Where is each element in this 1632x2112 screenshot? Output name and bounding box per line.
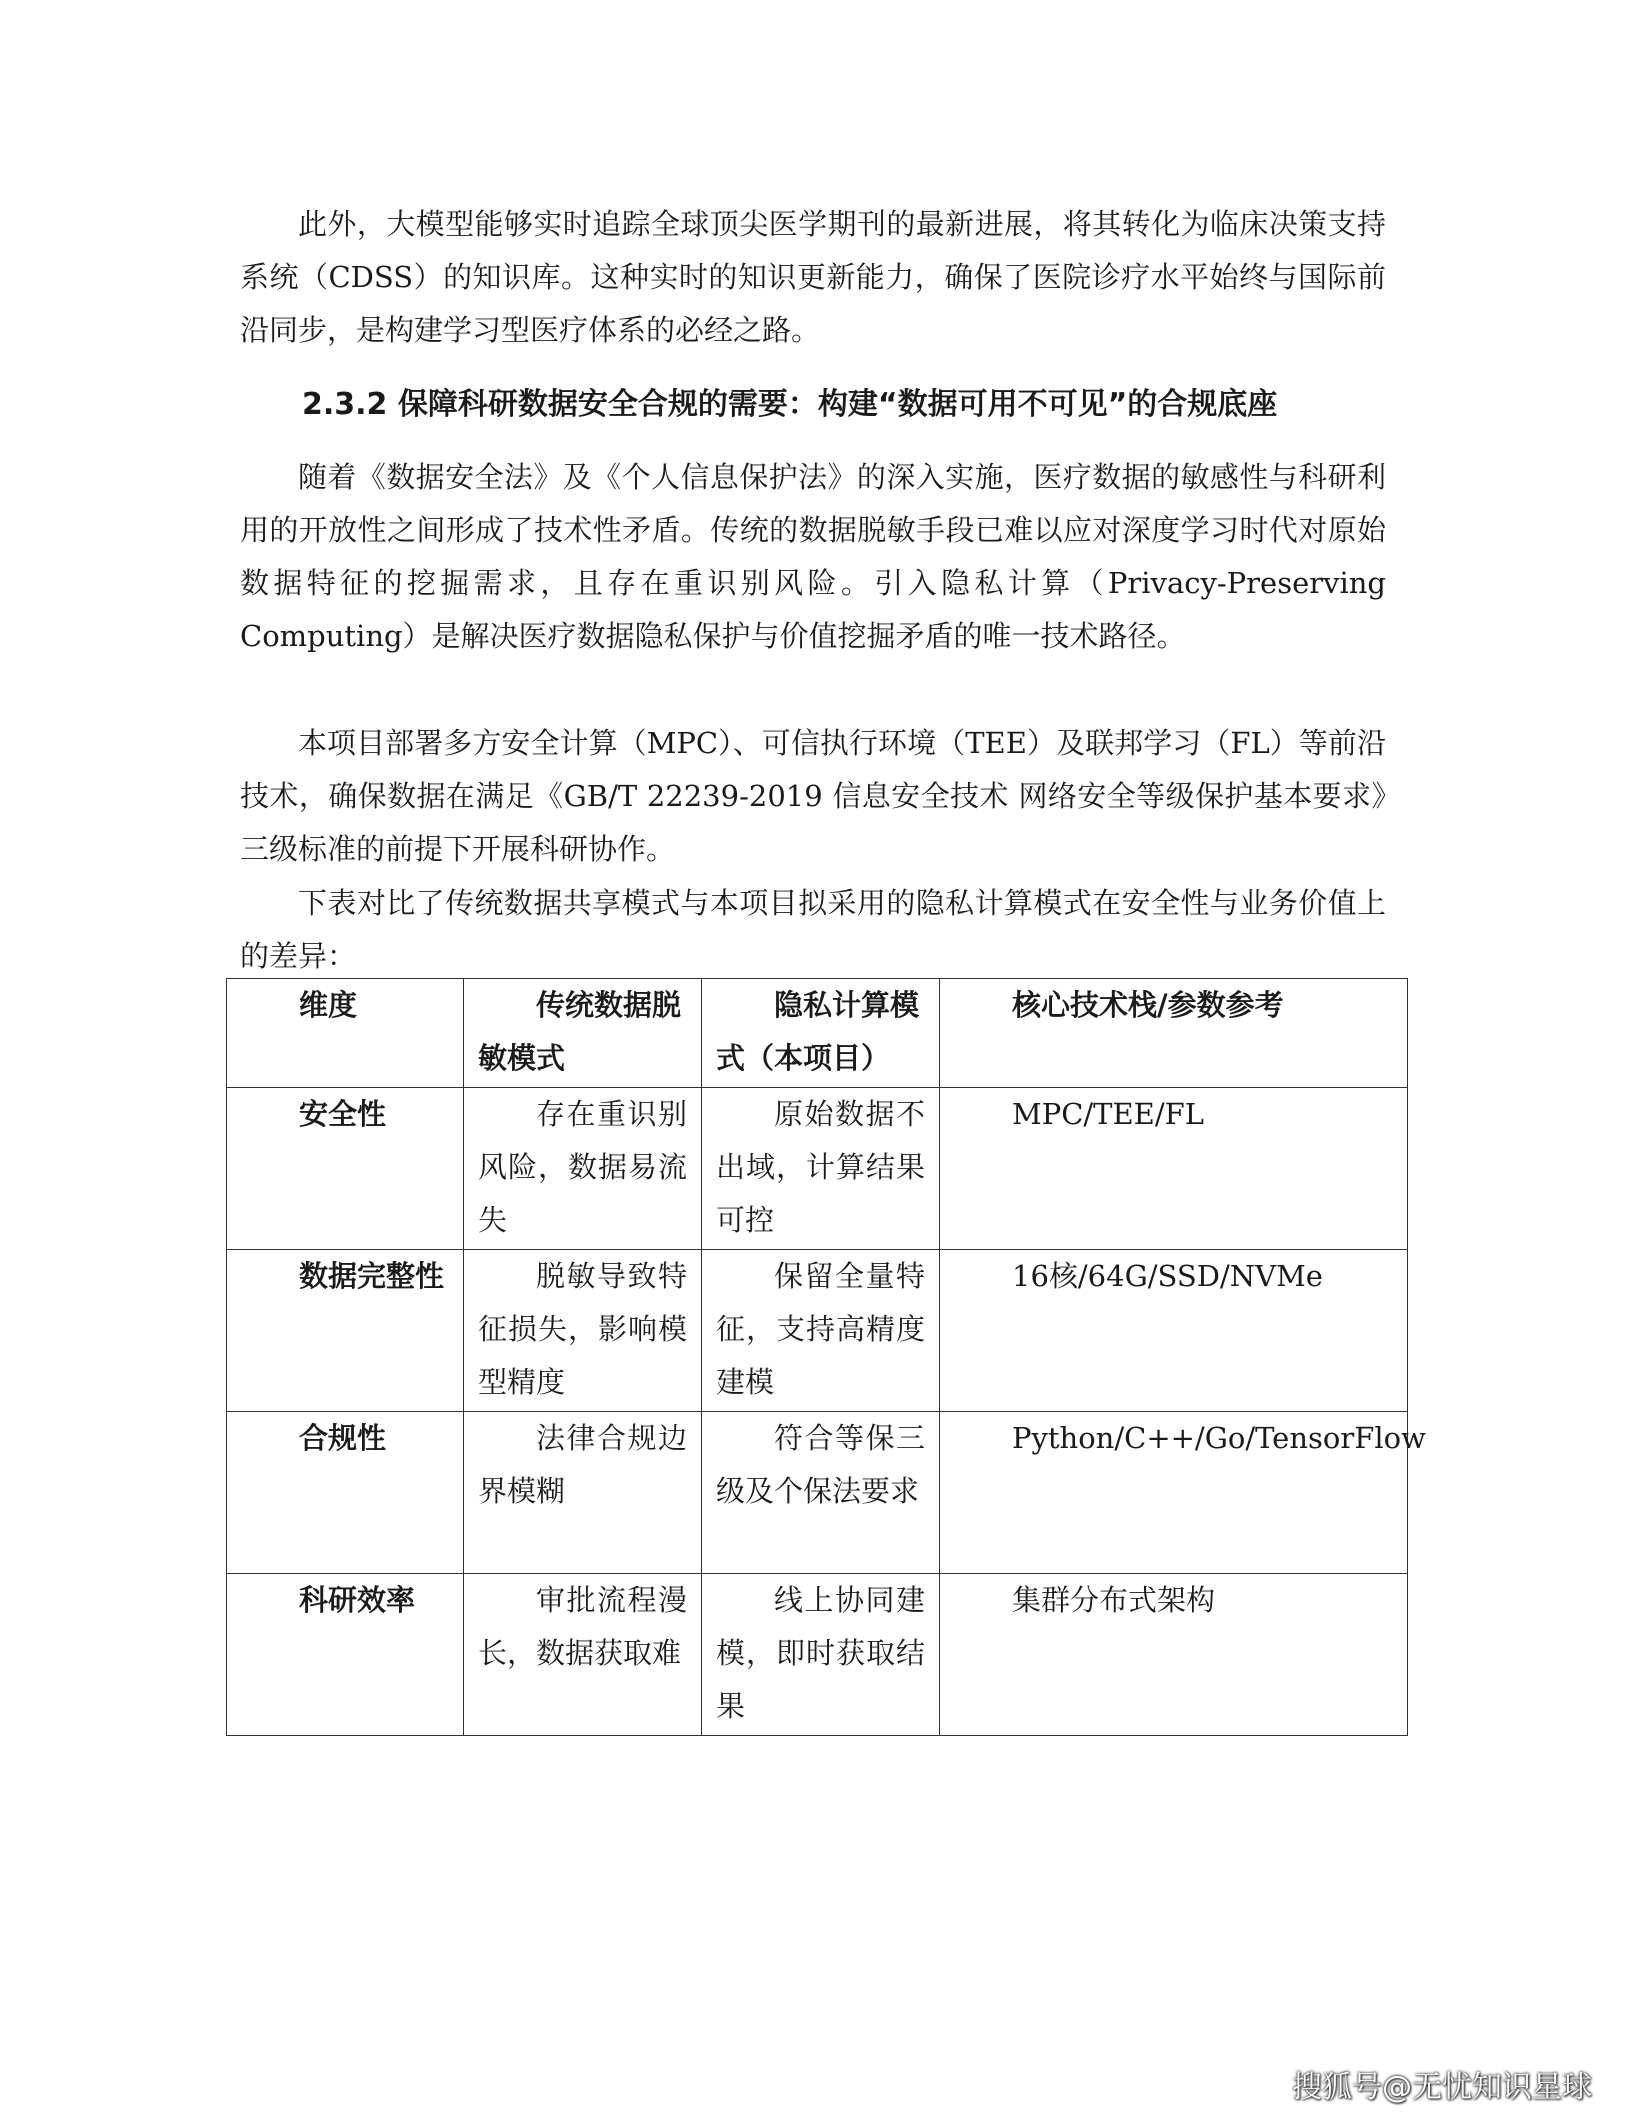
header-privacy: 隐私计算模式（本项目） bbox=[702, 979, 940, 1088]
header-tech: 核心技术栈/参数参考 bbox=[940, 979, 1408, 1088]
header-traditional: 传统数据脱敏模式 bbox=[464, 979, 702, 1088]
cell-tech: 16核/64G/SSD/NVMe bbox=[940, 1250, 1408, 1412]
table-row bbox=[227, 1412, 1408, 1574]
section-heading-2-3-2: 2.3.2 保障科研数据安全合规的需要：构建“数据可用不可见”的合规底座 bbox=[302, 387, 1278, 422]
header-dimension: 维度 bbox=[227, 979, 464, 1088]
table-header-row bbox=[227, 979, 1408, 1088]
cell-tech: Python/C++/Go/TensorFlow bbox=[940, 1412, 1408, 1574]
cell-dimension: 合规性 bbox=[227, 1412, 464, 1574]
cell-dimension: 安全性 bbox=[227, 1088, 464, 1250]
table-row bbox=[227, 1088, 1408, 1250]
cell-privacy: 线上协同建模，即时获取结果 bbox=[702, 1574, 940, 1736]
cell-privacy: 原始数据不出域，计算结果可控 bbox=[702, 1088, 940, 1250]
paragraph-privacy-computing: 随着《数据安全法》及《个人信息保护法》的深入实施，医疗数据的敏感性与科研利用的开放性之间形成了技术性矛盾。传统的数据脱敏手段已难以应对深度学习时代对原始数据特征的挖掘需求，且存在重识别风险。引入隐私计算（Privacy-Preserving Computing）是解决医疗数据隐私保护与价值挖掘矛盾的唯一技术路径。 bbox=[240, 460, 1386, 653]
comparison-table bbox=[226, 978, 1426, 1736]
table-row bbox=[227, 1574, 1408, 1736]
cell-dimension: 数据完整性 bbox=[227, 1250, 464, 1412]
cell-traditional: 脱敏导致特征损失，影响模型精度 bbox=[464, 1250, 702, 1412]
cell-privacy: 符合等保三级及个保法要求 bbox=[702, 1412, 940, 1574]
cell-tech: 集群分布式架构 bbox=[940, 1574, 1408, 1736]
cell-dimension: 科研效率 bbox=[227, 1574, 464, 1736]
paragraph-cdss: 此外，大模型能够实时追踪全球顶尖医学期刊的最新进展，将其转化为临床决策支持系统（CDSS）的知识库。这种实时的知识更新能力，确保了医院诊疗水平始终与国际前沿同步，是构建学习型医疗体系的必经之路。 bbox=[240, 207, 1386, 347]
cell-traditional: 存在重识别风险，数据易流失 bbox=[464, 1088, 702, 1250]
paragraph-project-deployment: 本项目部署多方安全计算（MPC）、可信执行环境（TEE）及联邦学习（FL）等前沿技术，确保数据在满足《GB/T 22239-2019 信息安全技术 网络安全等级保护基本要求》三级标准的前提下开展科研协作。 bbox=[240, 726, 1386, 866]
cell-privacy: 保留全量特征，支持高精度建模 bbox=[702, 1250, 940, 1412]
source-watermark: 搜狐号@无忧知识星球 bbox=[1292, 2070, 1592, 2105]
paragraph-table-intro: 下表对比了传统数据共享模式与本项目拟采用的隐私计算模式在安全性与业务价值上的差异： bbox=[240, 886, 1386, 973]
cell-tech: MPC/TEE/FL bbox=[940, 1088, 1408, 1250]
cell-traditional: 法律合规边界模糊 bbox=[464, 1412, 702, 1574]
cell-traditional: 审批流程漫长，数据获取难 bbox=[464, 1574, 702, 1736]
table-row bbox=[227, 1250, 1408, 1412]
